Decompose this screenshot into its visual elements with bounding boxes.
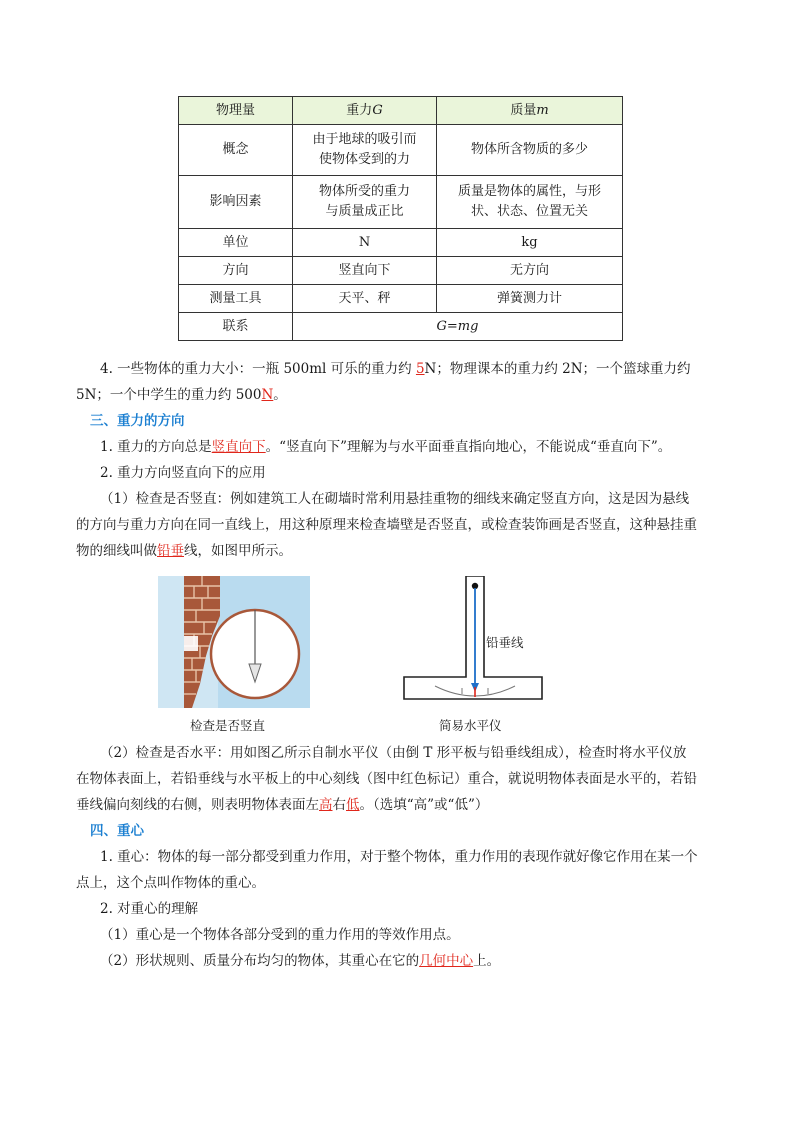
paragraph: （1）检查是否竖直：例如建筑工人在砌墙时常利用悬挂重物的细线来确定竖直方向，这是因为悬线 bbox=[100, 491, 690, 507]
plumb-wall-figure bbox=[158, 576, 310, 708]
row-label: 单位 bbox=[179, 229, 293, 257]
mass-cell: 质量是物体的属性，与形 状、状态、位置无关 bbox=[437, 176, 623, 229]
paragraph: 垂线偏向刻线的右侧，则表明物体表面左高右低。（选填“高”或“低”） bbox=[76, 797, 489, 813]
gravity-cell: 天平、秤 bbox=[293, 285, 437, 313]
row-label: 测量工具 bbox=[179, 285, 293, 313]
gravity-cell: 物体所受的重力 与质量成正比 bbox=[293, 176, 437, 229]
table-header-row bbox=[179, 97, 623, 125]
table-row bbox=[179, 313, 623, 341]
plumb-line-label: 铅垂线 bbox=[486, 635, 524, 650]
mass-cell: 无方向 bbox=[437, 257, 623, 285]
gravity-cell: N bbox=[293, 229, 437, 257]
table-row bbox=[179, 257, 623, 285]
table-header-mass: 质量m bbox=[437, 97, 623, 125]
gravity-cell: 竖直向下 bbox=[293, 257, 437, 285]
answer-blank: 5 bbox=[415, 361, 425, 377]
paragraph: 1. 重心：物体的每一部分都受到重力作用，对于整个物体，重力作用的表现作就好像它作用在某一个 bbox=[100, 849, 698, 865]
paragraph: 物的细线叫做铅垂线，如图甲所示。 bbox=[76, 543, 292, 559]
paragraph: 2. 重力方向竖直向下的应用 bbox=[100, 465, 266, 481]
figure-caption: 简易水平仪 bbox=[439, 718, 502, 733]
answer-blank: 几何中心 bbox=[419, 953, 474, 969]
paragraph: 在物体表面上，若铅垂线与水平板上的中心刻线（图中红色标记）重合，就说明物体表面是水平的，若铅 bbox=[76, 771, 697, 787]
paragraph: （2）形状规则、质量分布均匀的物体，其重心在它的几何中心上。 bbox=[100, 953, 501, 969]
answer-blank: 高 bbox=[319, 797, 333, 813]
item4-line2: 5N；一个中学生的重力约 500N。 bbox=[76, 387, 287, 403]
paragraph: （1）重心是一个物体各部分受到的重力作用的等效作用点。 bbox=[100, 927, 460, 943]
figure-caption: 检查是否竖直 bbox=[190, 718, 266, 733]
paragraph: （2）检查是否水平：用如图乙所示自制水平仪（由倒 T 形平板与铅垂线组成），检查时将水平仪放 bbox=[100, 745, 687, 761]
paragraph: 1. 重力的方向总是竖直向下。“竖直向下”理解为与水平面垂直指向地心，不能说成“垂直向下”。 bbox=[100, 439, 672, 455]
answer-blank: 低 bbox=[346, 797, 360, 813]
item4-line1: 4. 一些物体的重力大小：一瓶 500ml 可乐的重力约 5N；物理课本的重力约 2N；一个篮球重力约 bbox=[100, 361, 691, 377]
mass-cell: kg bbox=[437, 229, 623, 257]
answer-blank: 竖直向下 bbox=[211, 439, 266, 455]
table-row bbox=[179, 285, 623, 313]
paragraph: 2. 对重心的理解 bbox=[100, 901, 199, 917]
answer-blank: 铅垂 bbox=[157, 543, 184, 559]
table-row bbox=[179, 125, 623, 176]
row-label: 概念 bbox=[179, 125, 293, 176]
row-label: 联系 bbox=[179, 313, 293, 341]
relation-formula: G=mg bbox=[293, 313, 623, 341]
table-header-quantity: 物理量 bbox=[179, 97, 293, 125]
table-header-gravity: 重力G bbox=[293, 97, 437, 125]
table-row bbox=[179, 229, 623, 257]
section-heading: 四、重心 bbox=[90, 823, 144, 839]
answer-blank: N bbox=[261, 387, 274, 403]
table-row bbox=[179, 176, 623, 229]
gravity-mass-table bbox=[178, 96, 623, 341]
mass-cell: 物体所含物质的多少 bbox=[437, 125, 623, 176]
row-label: 影响因素 bbox=[179, 176, 293, 229]
gravity-cell: 由于地球的吸引而 使物体受到的力 bbox=[293, 125, 437, 176]
mass-cell: 弹簧测力计 bbox=[437, 285, 623, 313]
paragraph: 点上，这个点叫作物体的重心。 bbox=[76, 875, 265, 891]
paragraph: 的方向与重力方向在同一直线上，用这种原理来检查墙壁是否竖直，或检查装饰画是否竖直，这种悬挂重 bbox=[76, 517, 697, 533]
row-label: 方向 bbox=[179, 257, 293, 285]
section-heading: 三、重力的方向 bbox=[90, 413, 185, 429]
